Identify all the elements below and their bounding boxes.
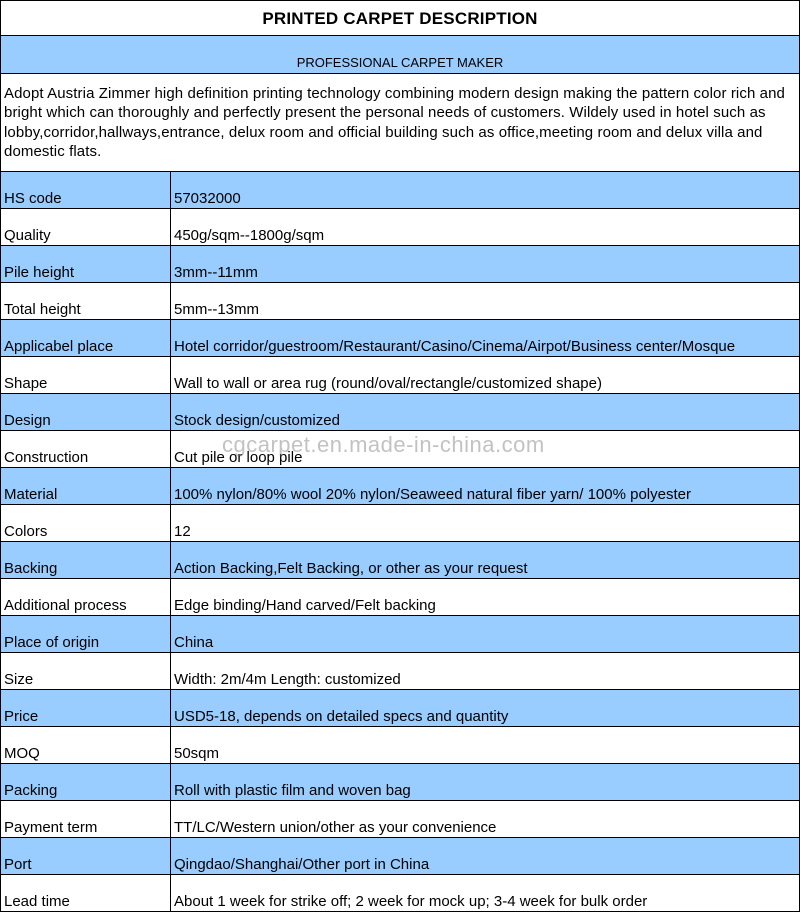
spec-label: Size [1, 653, 171, 690]
spec-value: About 1 week for strike off; 2 week for mock up; 3-4 week for bulk order [171, 875, 800, 912]
spec-label: Place of origin [1, 616, 171, 653]
spec-label: Colors [1, 505, 171, 542]
spec-label: Construction [1, 431, 171, 468]
spec-label: Price [1, 690, 171, 727]
spec-value: China [171, 616, 800, 653]
spec-row [1, 505, 800, 542]
spec-label: Applicabel place [1, 320, 171, 357]
spec-row [1, 838, 800, 875]
spec-row [1, 431, 800, 468]
subtitle-row [1, 36, 800, 74]
spec-value: Roll with plastic film and woven bag [171, 764, 800, 801]
title-row [1, 1, 800, 36]
spec-label: Payment term [1, 801, 171, 838]
spec-row [1, 209, 800, 246]
spec-row [1, 801, 800, 838]
spec-value: 5mm--13mm [171, 283, 800, 320]
spec-row [1, 690, 800, 727]
spec-row [1, 468, 800, 505]
spec-value: Wall to wall or area rug (round/oval/rectangle/customized shape) [171, 357, 800, 394]
spec-value: TT/LC/Western union/other as your convenience [171, 801, 800, 838]
spec-row [1, 283, 800, 320]
spec-row [1, 394, 800, 431]
spec-label: Additional process [1, 579, 171, 616]
spec-row [1, 542, 800, 579]
spec-value: Stock design/customized [171, 394, 800, 431]
spec-row [1, 246, 800, 283]
spec-label: Backing [1, 542, 171, 579]
spec-label: MOQ [1, 727, 171, 764]
spec-row [1, 357, 800, 394]
spec-label: Material [1, 468, 171, 505]
spec-value: 57032000 [171, 172, 800, 209]
spec-value: Width: 2m/4m Length: customized [171, 653, 800, 690]
spec-row [1, 320, 800, 357]
spec-row [1, 727, 800, 764]
spec-value: Qingdao/Shanghai/Other port in China [171, 838, 800, 875]
spec-label: Shape [1, 357, 171, 394]
spec-value: 12 [171, 505, 800, 542]
spec-row [1, 875, 800, 912]
spec-row [1, 616, 800, 653]
spec-label: HS code [1, 172, 171, 209]
spec-label: Design [1, 394, 171, 431]
spec-value: Edge binding/Hand carved/Felt backing [171, 579, 800, 616]
document-subtitle: PROFESSIONAL CARPET MAKER [1, 36, 800, 74]
spec-value: 50sqm [171, 727, 800, 764]
spec-label: Pile height [1, 246, 171, 283]
spec-value: USD5-18, depends on detailed specs and quantity [171, 690, 800, 727]
spec-value: Hotel corridor/guestroom/Restaurant/Casino/Cinema/Airpot/Business center/Mosque [171, 320, 800, 357]
spec-label: Quality [1, 209, 171, 246]
watermark: cgcarpet.en.made-in-china.com [222, 432, 545, 457]
spec-label: Total height [1, 283, 171, 320]
spec-value: Action Backing,Felt Backing, or other as your request [171, 542, 800, 579]
spec-label: Packing [1, 764, 171, 801]
spec-row [1, 653, 800, 690]
spec-value: 450g/sqm--1800g/sqm [171, 209, 800, 246]
description-row [1, 74, 800, 172]
spec-value: 3mm--11mm [171, 246, 800, 283]
spec-row [1, 579, 800, 616]
document-title: PRINTED CARPET DESCRIPTION [1, 1, 800, 36]
document-description: Adopt Austria Zimmer high definition printing technology combining modern design making the pattern color rich and bright which can thoroughly and perfectly present the personal needs of customers. Wildely used in hotel such as lobby,corridor,hallways,entrance, delux room and official building such as office,meeting room and delux villa and domestic flats. [1, 74, 800, 172]
spec-label: Lead time [1, 875, 171, 912]
spec-row [1, 172, 800, 209]
spec-row [1, 764, 800, 801]
spec-label: Port [1, 838, 171, 875]
spec-value: 100% nylon/80% wool 20% nylon/Seaweed natural fiber yarn/ 100% polyester [171, 468, 800, 505]
spec-value: Cut pile or loop pile [171, 431, 800, 468]
